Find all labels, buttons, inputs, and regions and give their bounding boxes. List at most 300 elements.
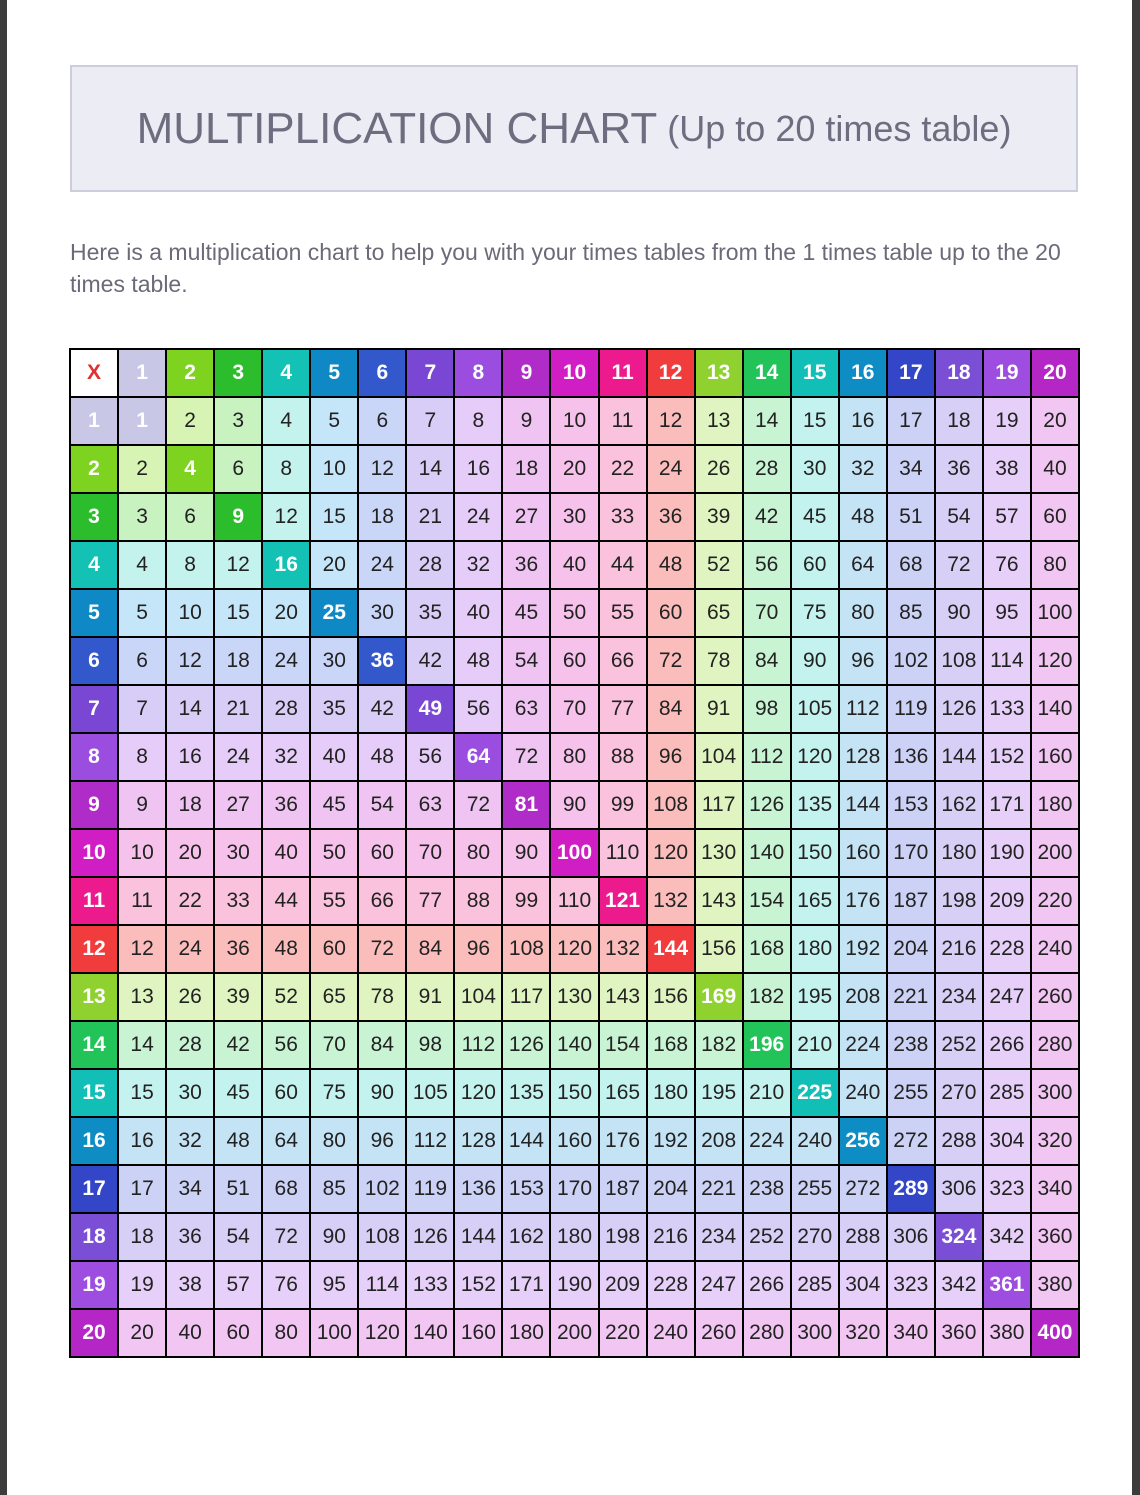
product-cell: 55 [600, 590, 646, 636]
product-cell: 28 [167, 1022, 213, 1068]
product-cell: 112 [840, 686, 886, 732]
column-header-17: 17 [888, 350, 934, 396]
product-cell: 72 [648, 638, 694, 684]
product-cell: 57 [215, 1262, 261, 1308]
product-cell: 36 [503, 542, 549, 588]
diagonal-square-10: 100 [551, 830, 597, 876]
product-cell: 8 [167, 542, 213, 588]
product-cell: 108 [648, 782, 694, 828]
product-cell: 76 [263, 1262, 309, 1308]
product-cell: 90 [551, 782, 597, 828]
product-cell: 10 [119, 830, 165, 876]
diagonal-square-1: 1 [119, 398, 165, 444]
row-header-7: 7 [71, 686, 117, 732]
product-cell: 56 [263, 1022, 309, 1068]
product-cell: 190 [984, 830, 1030, 876]
product-cell: 128 [455, 1118, 501, 1164]
product-cell: 272 [888, 1118, 934, 1164]
product-cell: 24 [263, 638, 309, 684]
multiplication-table [69, 348, 1080, 1358]
product-cell: 4 [119, 542, 165, 588]
product-cell: 48 [263, 926, 309, 972]
product-cell: 120 [551, 926, 597, 972]
row-header-2: 2 [71, 446, 117, 492]
product-cell: 22 [600, 446, 646, 492]
product-cell: 27 [503, 494, 549, 540]
diagonal-square-19: 361 [984, 1262, 1030, 1308]
product-cell: 200 [1032, 830, 1078, 876]
product-cell: 18 [167, 782, 213, 828]
product-cell: 165 [600, 1070, 646, 1116]
product-cell: 252 [936, 1022, 982, 1068]
product-cell: 342 [936, 1262, 982, 1308]
diagonal-square-13: 169 [696, 974, 742, 1020]
product-cell: 120 [648, 830, 694, 876]
diagonal-square-2: 4 [167, 446, 213, 492]
product-cell: 24 [455, 494, 501, 540]
product-cell: 14 [744, 398, 790, 444]
product-cell: 27 [215, 782, 261, 828]
product-cell: 88 [600, 734, 646, 780]
product-cell: 22 [167, 878, 213, 924]
product-cell: 72 [359, 926, 405, 972]
product-cell: 56 [407, 734, 453, 780]
column-header-20: 20 [1032, 350, 1078, 396]
column-header-16: 16 [840, 350, 886, 396]
product-cell: 20 [311, 542, 357, 588]
product-cell: 8 [263, 446, 309, 492]
product-cell: 96 [455, 926, 501, 972]
product-cell: 240 [840, 1070, 886, 1116]
product-cell: 51 [888, 494, 934, 540]
product-cell: 45 [215, 1070, 261, 1116]
product-cell: 77 [600, 686, 646, 732]
product-cell: 204 [888, 926, 934, 972]
product-cell: 35 [311, 686, 357, 732]
product-cell: 220 [1032, 878, 1078, 924]
product-cell: 7 [119, 686, 165, 732]
product-cell: 285 [984, 1070, 1030, 1116]
product-cell: 104 [696, 734, 742, 780]
product-cell: 323 [888, 1262, 934, 1308]
product-cell: 221 [888, 974, 934, 1020]
product-cell: 80 [551, 734, 597, 780]
product-cell: 68 [888, 542, 934, 588]
product-cell: 152 [455, 1262, 501, 1308]
diagonal-square-6: 36 [359, 638, 405, 684]
product-cell: 12 [359, 446, 405, 492]
diagonal-square-12: 144 [648, 926, 694, 972]
column-header-15: 15 [792, 350, 838, 396]
column-header-4: 4 [263, 350, 309, 396]
product-cell: 102 [888, 638, 934, 684]
product-cell: 72 [503, 734, 549, 780]
product-cell: 340 [888, 1310, 934, 1356]
row-header-6: 6 [71, 638, 117, 684]
product-cell: 228 [984, 926, 1030, 972]
column-header-7: 7 [407, 350, 453, 396]
product-cell: 171 [503, 1262, 549, 1308]
product-cell: 40 [263, 830, 309, 876]
product-cell: 168 [648, 1022, 694, 1068]
product-cell: 360 [936, 1310, 982, 1356]
diagonal-square-3: 9 [215, 494, 261, 540]
product-cell: 77 [407, 878, 453, 924]
product-cell: 260 [696, 1310, 742, 1356]
title-main: MULTIPLICATION CHART [136, 103, 658, 153]
product-cell: 153 [888, 782, 934, 828]
product-cell: 8 [119, 734, 165, 780]
product-cell: 160 [840, 830, 886, 876]
diagonal-square-16: 256 [840, 1118, 886, 1164]
product-cell: 105 [407, 1070, 453, 1116]
product-cell: 14 [407, 446, 453, 492]
product-cell: 224 [840, 1022, 886, 1068]
product-cell: 15 [792, 398, 838, 444]
product-cell: 40 [1032, 446, 1078, 492]
product-cell: 30 [551, 494, 597, 540]
column-header-19: 19 [984, 350, 1030, 396]
product-cell: 70 [311, 1022, 357, 1068]
product-cell: 119 [407, 1166, 453, 1212]
product-cell: 160 [455, 1310, 501, 1356]
product-cell: 70 [407, 830, 453, 876]
product-cell: 36 [263, 782, 309, 828]
product-cell: 252 [744, 1214, 790, 1260]
product-cell: 88 [455, 878, 501, 924]
product-cell: 12 [215, 542, 261, 588]
diagonal-square-11: 121 [600, 878, 646, 924]
product-cell: 6 [119, 638, 165, 684]
product-cell: 220 [600, 1310, 646, 1356]
product-cell: 64 [840, 542, 886, 588]
product-cell: 150 [551, 1070, 597, 1116]
product-cell: 300 [792, 1310, 838, 1356]
product-cell: 85 [888, 590, 934, 636]
row-header-4: 4 [71, 542, 117, 588]
product-cell: 98 [744, 686, 790, 732]
product-cell: 300 [1032, 1070, 1078, 1116]
row-header-19: 19 [71, 1262, 117, 1308]
product-cell: 247 [984, 974, 1030, 1020]
product-cell: 66 [359, 878, 405, 924]
product-cell: 36 [936, 446, 982, 492]
product-cell: 54 [359, 782, 405, 828]
product-cell: 117 [696, 782, 742, 828]
product-cell: 78 [359, 974, 405, 1020]
product-cell: 30 [792, 446, 838, 492]
product-cell: 42 [407, 638, 453, 684]
product-cell: 28 [407, 542, 453, 588]
product-cell: 34 [167, 1166, 213, 1212]
product-cell: 143 [600, 974, 646, 1020]
product-cell: 90 [792, 638, 838, 684]
product-cell: 6 [215, 446, 261, 492]
product-cell: 132 [648, 878, 694, 924]
product-cell: 154 [600, 1022, 646, 1068]
product-cell: 56 [455, 686, 501, 732]
product-cell: 6 [359, 398, 405, 444]
product-cell: 126 [936, 686, 982, 732]
product-cell: 176 [600, 1118, 646, 1164]
product-cell: 96 [359, 1118, 405, 1164]
product-cell: 108 [936, 638, 982, 684]
product-cell: 45 [503, 590, 549, 636]
diagonal-square-14: 196 [744, 1022, 790, 1068]
product-cell: 108 [503, 926, 549, 972]
product-cell: 140 [551, 1022, 597, 1068]
product-cell: 234 [936, 974, 982, 1020]
product-cell: 4 [263, 398, 309, 444]
product-cell: 3 [119, 494, 165, 540]
product-cell: 187 [600, 1166, 646, 1212]
product-cell: 45 [311, 782, 357, 828]
product-cell: 156 [648, 974, 694, 1020]
product-cell: 152 [984, 734, 1030, 780]
row-header-3: 3 [71, 494, 117, 540]
product-cell: 260 [1032, 974, 1078, 1020]
product-cell: 42 [359, 686, 405, 732]
product-cell: 126 [503, 1022, 549, 1068]
product-cell: 171 [984, 782, 1030, 828]
product-cell: 170 [888, 830, 934, 876]
product-cell: 144 [455, 1214, 501, 1260]
product-cell: 48 [215, 1118, 261, 1164]
row-header-5: 5 [71, 590, 117, 636]
product-cell: 16 [455, 446, 501, 492]
product-cell: 55 [311, 878, 357, 924]
product-cell: 100 [311, 1310, 357, 1356]
product-cell: 10 [167, 590, 213, 636]
product-cell: 304 [984, 1118, 1030, 1164]
product-cell: 180 [936, 830, 982, 876]
product-cell: 14 [119, 1022, 165, 1068]
product-cell: 16 [119, 1118, 165, 1164]
product-cell: 80 [455, 830, 501, 876]
product-cell: 255 [792, 1166, 838, 1212]
product-cell: 60 [1032, 494, 1078, 540]
product-cell: 270 [792, 1214, 838, 1260]
product-cell: 133 [984, 686, 1030, 732]
product-cell: 24 [167, 926, 213, 972]
product-cell: 143 [696, 878, 742, 924]
product-cell: 16 [840, 398, 886, 444]
title-sub: (Up to 20 times table) [667, 107, 1012, 149]
product-cell: 150 [792, 830, 838, 876]
product-cell: 20 [119, 1310, 165, 1356]
product-cell: 234 [696, 1214, 742, 1260]
product-cell: 112 [744, 734, 790, 780]
product-cell: 144 [840, 782, 886, 828]
product-cell: 98 [407, 1022, 453, 1068]
product-cell: 96 [840, 638, 886, 684]
product-cell: 13 [119, 974, 165, 1020]
product-cell: 50 [311, 830, 357, 876]
product-cell: 165 [792, 878, 838, 924]
product-cell: 66 [600, 638, 646, 684]
product-cell: 96 [648, 734, 694, 780]
column-header-1: 1 [119, 350, 165, 396]
product-cell: 20 [167, 830, 213, 876]
product-cell: 204 [648, 1166, 694, 1212]
product-cell: 18 [503, 446, 549, 492]
title-banner [70, 65, 1078, 192]
diagonal-square-5: 25 [311, 590, 357, 636]
product-cell: 84 [407, 926, 453, 972]
product-cell: 198 [600, 1214, 646, 1260]
product-cell: 78 [696, 638, 742, 684]
product-cell: 9 [119, 782, 165, 828]
product-cell: 216 [936, 926, 982, 972]
diagonal-square-9: 81 [503, 782, 549, 828]
product-cell: 48 [455, 638, 501, 684]
product-cell: 228 [648, 1262, 694, 1308]
row-header-16: 16 [71, 1118, 117, 1164]
row-header-14: 14 [71, 1022, 117, 1068]
product-cell: 80 [263, 1310, 309, 1356]
product-cell: 3 [215, 398, 261, 444]
product-cell: 304 [840, 1262, 886, 1308]
product-cell: 208 [840, 974, 886, 1020]
product-cell: 15 [119, 1070, 165, 1116]
product-cell: 12 [119, 926, 165, 972]
row-header-17: 17 [71, 1166, 117, 1212]
product-cell: 114 [359, 1262, 405, 1308]
product-cell: 240 [792, 1118, 838, 1164]
product-cell: 72 [455, 782, 501, 828]
product-cell: 187 [888, 878, 934, 924]
product-cell: 19 [119, 1262, 165, 1308]
product-cell: 28 [263, 686, 309, 732]
product-cell: 80 [840, 590, 886, 636]
product-cell: 208 [696, 1118, 742, 1164]
product-cell: 180 [648, 1070, 694, 1116]
product-cell: 60 [792, 542, 838, 588]
product-cell: 10 [551, 398, 597, 444]
column-header-2: 2 [167, 350, 213, 396]
product-cell: 133 [407, 1262, 453, 1308]
product-cell: 70 [744, 590, 790, 636]
product-cell: 85 [311, 1166, 357, 1212]
product-cell: 30 [215, 830, 261, 876]
product-cell: 44 [263, 878, 309, 924]
product-cell: 36 [215, 926, 261, 972]
product-cell: 20 [263, 590, 309, 636]
product-cell: 18 [936, 398, 982, 444]
product-cell: 52 [696, 542, 742, 588]
row-header-12: 12 [71, 926, 117, 972]
product-cell: 135 [792, 782, 838, 828]
row-header-9: 9 [71, 782, 117, 828]
right-window-edge [1132, 0, 1140, 1495]
product-cell: 130 [696, 830, 742, 876]
product-cell: 84 [648, 686, 694, 732]
product-cell: 32 [840, 446, 886, 492]
product-cell: 380 [1032, 1262, 1078, 1308]
product-cell: 20 [1032, 398, 1078, 444]
product-cell: 104 [455, 974, 501, 1020]
product-cell: 5 [119, 590, 165, 636]
product-cell: 140 [744, 830, 790, 876]
product-cell: 210 [792, 1022, 838, 1068]
product-cell: 30 [359, 590, 405, 636]
product-cell: 323 [984, 1166, 1030, 1212]
product-cell: 130 [551, 974, 597, 1020]
product-cell: 306 [888, 1214, 934, 1260]
product-cell: 198 [936, 878, 982, 924]
row-header-18: 18 [71, 1214, 117, 1260]
product-cell: 28 [744, 446, 790, 492]
product-cell: 60 [551, 638, 597, 684]
product-cell: 120 [792, 734, 838, 780]
product-cell: 360 [1032, 1214, 1078, 1260]
product-cell: 42 [744, 494, 790, 540]
intro-paragraph: Here is a multiplication chart to help you with your times tables from the 1 times table up to the 20 times table. [70, 239, 1061, 297]
product-cell: 18 [359, 494, 405, 540]
product-cell: 342 [984, 1214, 1030, 1260]
product-cell: 91 [696, 686, 742, 732]
product-cell: 60 [311, 926, 357, 972]
product-cell: 72 [263, 1214, 309, 1260]
product-cell: 110 [551, 878, 597, 924]
product-cell: 120 [1032, 638, 1078, 684]
product-cell: 200 [551, 1310, 597, 1356]
product-cell: 40 [551, 542, 597, 588]
product-cell: 64 [263, 1118, 309, 1164]
product-cell: 14 [167, 686, 213, 732]
product-cell: 90 [936, 590, 982, 636]
product-cell: 95 [311, 1262, 357, 1308]
product-cell: 112 [455, 1022, 501, 1068]
product-cell: 144 [503, 1118, 549, 1164]
product-cell: 135 [503, 1070, 549, 1116]
product-cell: 210 [744, 1070, 790, 1116]
column-header-10: 10 [551, 350, 597, 396]
product-cell: 48 [359, 734, 405, 780]
product-cell: 45 [792, 494, 838, 540]
diagonal-square-8: 64 [455, 734, 501, 780]
product-cell: 90 [359, 1070, 405, 1116]
product-cell: 36 [648, 494, 694, 540]
product-cell: 153 [503, 1166, 549, 1212]
row-header-11: 11 [71, 878, 117, 924]
diagonal-square-17: 289 [888, 1166, 934, 1212]
product-cell: 80 [1032, 542, 1078, 588]
product-cell: 5 [311, 398, 357, 444]
product-cell: 76 [984, 542, 1030, 588]
product-cell: 18 [215, 638, 261, 684]
product-cell: 247 [696, 1262, 742, 1308]
product-cell: 132 [600, 926, 646, 972]
product-cell: 320 [1032, 1118, 1078, 1164]
product-cell: 192 [648, 1118, 694, 1164]
corner-x-label: X [71, 350, 117, 396]
product-cell: 6 [167, 494, 213, 540]
product-cell: 84 [359, 1022, 405, 1068]
product-cell: 154 [744, 878, 790, 924]
product-cell: 306 [936, 1166, 982, 1212]
product-cell: 144 [936, 734, 982, 780]
product-cell: 35 [407, 590, 453, 636]
product-cell: 68 [263, 1166, 309, 1212]
product-cell: 266 [984, 1022, 1030, 1068]
product-cell: 105 [792, 686, 838, 732]
product-cell: 266 [744, 1262, 790, 1308]
product-cell: 60 [263, 1070, 309, 1116]
product-cell: 280 [744, 1310, 790, 1356]
product-cell: 30 [167, 1070, 213, 1116]
product-cell: 54 [215, 1214, 261, 1260]
